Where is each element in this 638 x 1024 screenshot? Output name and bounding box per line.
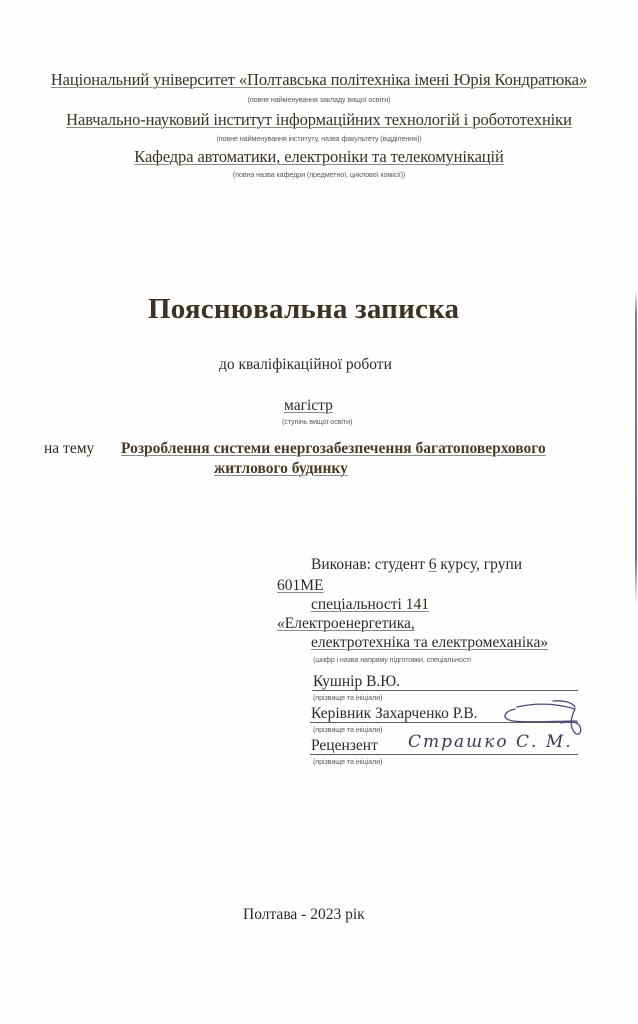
performer-suffix: курсу, групи xyxy=(436,556,523,573)
institute-caption: (повне найменування інституту, назва факультету (відділення)) xyxy=(216,134,422,143)
specialty-name-line-2 xyxy=(311,634,548,652)
specialty-name-line-1-text: «Електроенергетика, xyxy=(277,615,415,632)
performer-specialty-text: спеціальності 141 xyxy=(311,596,429,613)
performer-line xyxy=(311,556,522,574)
topic-line-1-text: Розроблення системи енергозабезпечення багатоповерхового xyxy=(121,440,546,457)
signature-line-reviewer xyxy=(310,754,578,755)
topic-line-2 xyxy=(214,460,348,478)
department-name xyxy=(0,147,638,167)
footer-city-year: Полтава - 2023 рік xyxy=(243,906,365,923)
degree-value-text: магістр xyxy=(284,397,333,414)
department-caption: (повна назва кафедри (предметної, циклової комісії)) xyxy=(232,170,406,179)
degree-value xyxy=(284,397,333,415)
specialty-name-line-2-text: електротехніка та електромеханіка» xyxy=(311,634,549,651)
topic-line-1 xyxy=(121,440,546,458)
document-title: Пояснювальна записка xyxy=(148,293,460,325)
signature-supervisor-name: Керівник Захарченко Р.В. xyxy=(311,705,478,722)
department-name-text: Кафедра автоматики, електроніки та телекомунікацій xyxy=(134,147,504,166)
university-name-text: Національний університет «Полтавська політехніка імені Юрія Кондратюка» xyxy=(50,70,588,89)
signature-student-caption: (прізвище та ініціали) xyxy=(313,693,383,702)
topic-line-2-text: житлового будинку xyxy=(214,460,348,477)
performer-group-text: 601МЕ xyxy=(277,577,324,594)
specialty-caption: (шифр і назва напряму підготовки, спеціальності xyxy=(313,655,471,664)
scan-edge-line xyxy=(635,290,637,605)
signature-line-student xyxy=(312,690,578,691)
performer-specialty xyxy=(311,596,429,614)
performer-prefix: Виконав: студент xyxy=(311,556,429,573)
specialty-name-line-1 xyxy=(277,615,415,633)
degree-caption: (ступінь вищої освіти) xyxy=(282,417,353,426)
signature-student-name: Кушнір В.Ю. xyxy=(313,673,401,690)
reviewer-handwritten-name: Страшко С. М. xyxy=(408,732,573,752)
university-caption: (повне найменування закладу вищої освіти) xyxy=(247,95,391,104)
supervisor-signature-scribble xyxy=(495,697,583,737)
performer-course: 6 xyxy=(428,556,437,573)
topic-label: на тему xyxy=(44,440,95,457)
university-name xyxy=(0,70,638,90)
signature-supervisor-caption: (прізвище та ініціали) xyxy=(313,725,383,734)
performer-group xyxy=(277,577,324,595)
document-subtitle: до кваліфікаційної роботи xyxy=(219,356,392,373)
institute-name-text: Навчально-науковий інститут інформаційних технологій і робототехніки xyxy=(66,110,572,129)
institute-name xyxy=(0,110,638,130)
signature-reviewer-caption: (прізвище та ініціали) xyxy=(313,757,383,766)
signature-reviewer-label: Рецензент xyxy=(311,737,378,754)
